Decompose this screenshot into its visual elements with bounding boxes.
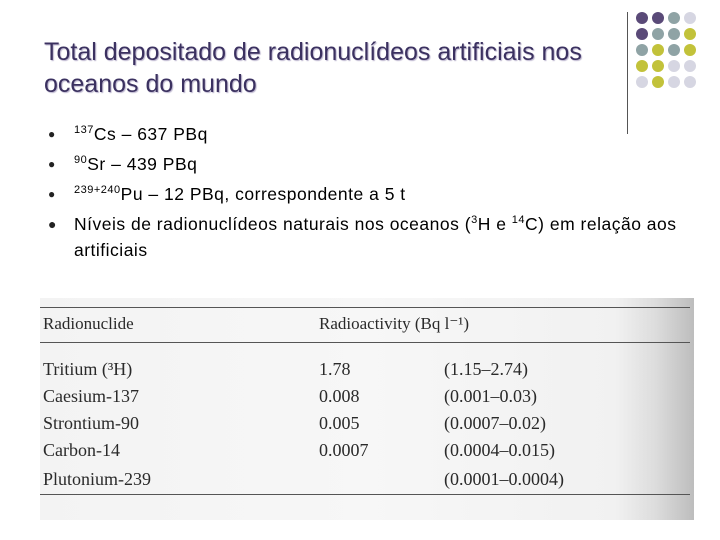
- bullet-text: Sr – 439 PBq: [87, 154, 198, 174]
- decorative-dot: [668, 12, 680, 24]
- row-range: (1.15–2.74): [444, 359, 528, 379]
- decorative-dot: [652, 60, 664, 72]
- decorative-dot: [636, 28, 648, 40]
- row-range: (0.0001–0.0004): [444, 469, 564, 489]
- slide-title: Total depositado de radionuclídeos artificiais nos oceanos do mundo: [44, 38, 582, 98]
- bullet-dot-icon: ●: [48, 127, 56, 141]
- bullet-pu239: [48, 181, 708, 207]
- isotope-number: 239+240: [74, 184, 121, 196]
- bullet-text: Pu – 12 PBq, correspondente a 5 t: [120, 184, 406, 204]
- row-range: (0.0007–0.02): [444, 413, 546, 433]
- radioactivity-table-image: [40, 298, 694, 520]
- row-name: Carbon-14: [43, 440, 120, 460]
- bullet-cs137: [48, 121, 708, 147]
- bullet-dot-icon: ●: [48, 216, 57, 232]
- decorative-dot: [684, 60, 696, 72]
- decorative-dot: [652, 28, 664, 40]
- decorative-dot: [668, 60, 680, 72]
- header-radionuclide: Radionuclide: [43, 314, 134, 333]
- decorative-dot: [636, 76, 648, 88]
- table-bottom-rule: [40, 494, 690, 495]
- bullet-sr90: [48, 151, 708, 177]
- decorative-dot: [668, 44, 680, 56]
- bullet-text: Cs – 637 PBq: [93, 124, 208, 144]
- bullet-text-part1: Níveis de radionuclídeos naturais nos oceanos (: [74, 214, 472, 234]
- decorative-dot: [668, 28, 680, 40]
- decorative-dot: [636, 60, 648, 72]
- row-value: 0.0007: [319, 440, 369, 460]
- bullet-dot-icon: ●: [48, 187, 56, 201]
- row-range: (0.0004–0.015): [444, 440, 555, 460]
- bullet-dot-icon: ●: [48, 157, 56, 171]
- row-name: Caesium-137: [43, 386, 139, 406]
- decorative-dot: [652, 76, 664, 88]
- row-name: Plutonium-239: [43, 469, 152, 489]
- decorative-dot: [684, 44, 696, 56]
- table-top-rule: [40, 307, 690, 308]
- decorative-dot: [684, 28, 696, 40]
- row-value: 1.78: [319, 359, 351, 379]
- row-value: 0.008: [319, 386, 360, 406]
- bullet-text-part3: C) em relação aos artificiais: [74, 214, 677, 260]
- isotope-number-h: 3: [471, 214, 478, 226]
- title-divider: [627, 12, 628, 134]
- row-name: Tritium (³H): [43, 359, 133, 379]
- row-name: Strontium-90: [43, 413, 140, 433]
- decorative-dot: [652, 44, 664, 56]
- isotope-number: 90: [74, 154, 88, 166]
- header-radioactivity: Radioactivity (Bq l⁻¹): [319, 314, 470, 333]
- bullet-text-part2: H e: [477, 214, 512, 234]
- row-value: 0.005: [319, 413, 360, 433]
- row-range: (0.001–0.03): [444, 386, 537, 406]
- decorative-dot: [684, 76, 696, 88]
- decorative-dot: [636, 44, 648, 56]
- decorative-dot: [652, 12, 664, 24]
- decorative-dot: [636, 12, 648, 24]
- bullet-natural-levels: [48, 211, 708, 263]
- bullet-list: [48, 121, 708, 267]
- isotope-number-c: 14: [511, 214, 526, 226]
- isotope-number: 137: [74, 124, 94, 136]
- decorative-dot: [668, 76, 680, 88]
- decorative-dot: [684, 12, 696, 24]
- table-header-rule: [40, 342, 690, 343]
